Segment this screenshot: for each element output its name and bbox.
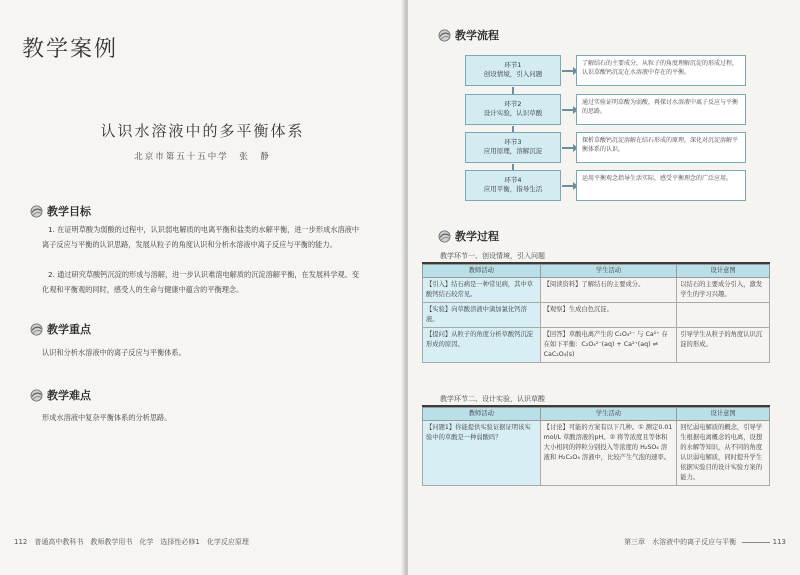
table-cell: 【观察】生成白色沉淀。	[540, 303, 677, 328]
right-page	[408, 0, 800, 575]
table-cell: 以结石的主要成分引入，激发学生的学习兴趣。	[677, 278, 770, 303]
segment1-label: 教学环节一、创设情境，引入问题	[440, 252, 545, 260]
flow-desc-1: 了解结石的主要成分，从粒子的角度理解沉淀的形成过程，认识草酸钙沉淀在水溶液中存在的平衡。	[576, 55, 746, 86]
flow-stage-1: 环节1 创设情境，引入问题	[465, 55, 561, 86]
globe-swirl-icon	[438, 29, 451, 42]
left-footer-text: 112 普通高中教科书 教师教学用书 化学 选择性必修1 化学反应原理	[14, 538, 249, 546]
table-cell: 【实验】向草酸溶液中滴加氯化钙溶液。	[423, 303, 541, 328]
globe-swirl-icon	[30, 205, 43, 218]
table-header-cell: 设计意图	[677, 408, 770, 421]
segment2-label: 教学环节二、设计实验，认识草酸	[440, 395, 545, 403]
difficulties-heading-label: 教学难点	[47, 389, 91, 402]
flow-desc-3: 探析草酸钙沉淀溶解在结石形成的原理，深化对沉淀溶解平衡体系的认识。	[576, 132, 746, 163]
table-cell: 【阅读资料】了解结石的主要成分。	[540, 278, 677, 303]
globe-swirl-icon	[438, 230, 451, 243]
goals-heading	[30, 203, 91, 219]
table-cell	[677, 303, 770, 328]
process-heading	[438, 228, 499, 244]
article-title: 认识水溶液中的多平衡体系	[100, 122, 305, 140]
author-line: 北京市第五十五中学 张 静	[134, 152, 271, 162]
flow-arrow-right-1	[562, 70, 574, 72]
table-header-cell: 学生活动	[540, 408, 677, 421]
table-row	[423, 328, 770, 363]
table-header-row	[423, 265, 770, 278]
table-cell: 【提问】从粒子的角度分析草酸钙沉淀形成的原因。	[423, 328, 541, 363]
chapter-label: 第三章 水溶液中的离子反应与平衡	[624, 538, 737, 546]
table-row	[423, 303, 770, 328]
flow-heading-label: 教学流程	[455, 29, 499, 42]
right-footer	[624, 537, 786, 547]
flow-arrow-right-2	[562, 109, 574, 111]
page-number: 113	[772, 538, 786, 546]
globe-swirl-icon	[30, 323, 43, 336]
segment1-table	[422, 264, 770, 363]
flow-arrow-right-3	[562, 147, 574, 149]
table-cell: 【回答】草酸电离产生的 C₂O₄²⁻ 与 Ca²⁺ 存在如下平衡：C₂O₄²⁻(aq) + Ca²⁺(aq) ⇌ CaC₂O₄(s)	[540, 328, 677, 363]
key-points-heading-label: 教学重点	[47, 323, 91, 336]
table-cell: 【讨论】可能的方案有以下几种。① 测定0.01 mol/L 草酸溶液的pH。② 将等浓度且等体积大小相同的锌粒分别投入等浓度的 H₂SO₄ 溶液和 H₂C₂O₄ 溶液中，比较产生气泡的速率。	[540, 421, 677, 486]
goal-item-2: 2. 通过研究草酸钙沉淀的形成与溶解，进一步认识难溶电解质的沉淀溶解平衡，在发展科学观、变化观和平衡观的同时，感受人的生命与健康中蕴含的平衡理念。	[42, 270, 360, 294]
table-row	[423, 278, 770, 303]
flow-heading	[438, 27, 499, 43]
table-cell: 【问题1】你能提供实验证据证明该实验中的草酸是一种弱酸吗？	[423, 421, 541, 486]
key-points-text: 认识和分析水溶液中的离子反应与平衡体系。	[42, 348, 186, 357]
table-header-cell: 教师活动	[423, 408, 541, 421]
flow-stage-3: 环节3 应用原理，溶解沉淀	[465, 132, 561, 163]
left-footer	[14, 537, 249, 547]
table-cell: 引导学生从粒子的角度认识沉淀的形成。	[677, 328, 770, 363]
globe-swirl-icon	[30, 389, 43, 402]
flow-desc-4: 运用平衡观念指导生活实际，感受平衡理念的广泛应用。	[576, 170, 746, 201]
table-cell: 【引入】结石病是一种常见病，其中草酸钙结石较常见。	[423, 278, 541, 303]
key-points-heading	[30, 321, 91, 337]
goal-item-1: 1. 在证明草酸为弱酸的过程中，认识弱电解质的电离平衡和盐类的水解平衡，进一步形成水溶液中离子反应与平衡的认识思路，发展从粒子的角度认识和分析水溶液中离子反应与平衡的能力。	[42, 225, 360, 249]
flow-desc-2: 通过实验证明草酸为弱酸，再探讨水溶液中离子反应与平衡的思路。	[576, 94, 746, 125]
table-header-row	[423, 408, 770, 421]
flow-stage-4: 环节4 应用平衡，指导生活	[465, 170, 561, 201]
table-header-cell: 教师活动	[423, 265, 541, 278]
segment2-table	[422, 407, 770, 486]
difficulties-text: 形成水溶液中复杂平衡体系的分析思路。	[42, 413, 172, 422]
flow-stage-2: 环节2 设计实验，认识草酸	[465, 94, 561, 125]
process-heading-label: 教学过程	[455, 230, 499, 243]
section-title: 教学案例	[22, 37, 119, 62]
table-cell: 回忆弱电解质的概念，引导学生根据电离概念的电离，设想的水解等知识，从不同的角度认识弱电解质，同时提升学生依据实验目的设计实验方案的能力。	[677, 421, 770, 486]
footer-divider	[742, 542, 770, 543]
table-row	[423, 421, 770, 486]
table-header-cell: 设计意图	[677, 265, 770, 278]
goals-heading-label: 教学目标	[47, 205, 91, 218]
flow-arrow-right-4	[562, 185, 574, 187]
difficulties-heading	[30, 387, 91, 403]
table-header-cell: 学生活动	[540, 265, 677, 278]
